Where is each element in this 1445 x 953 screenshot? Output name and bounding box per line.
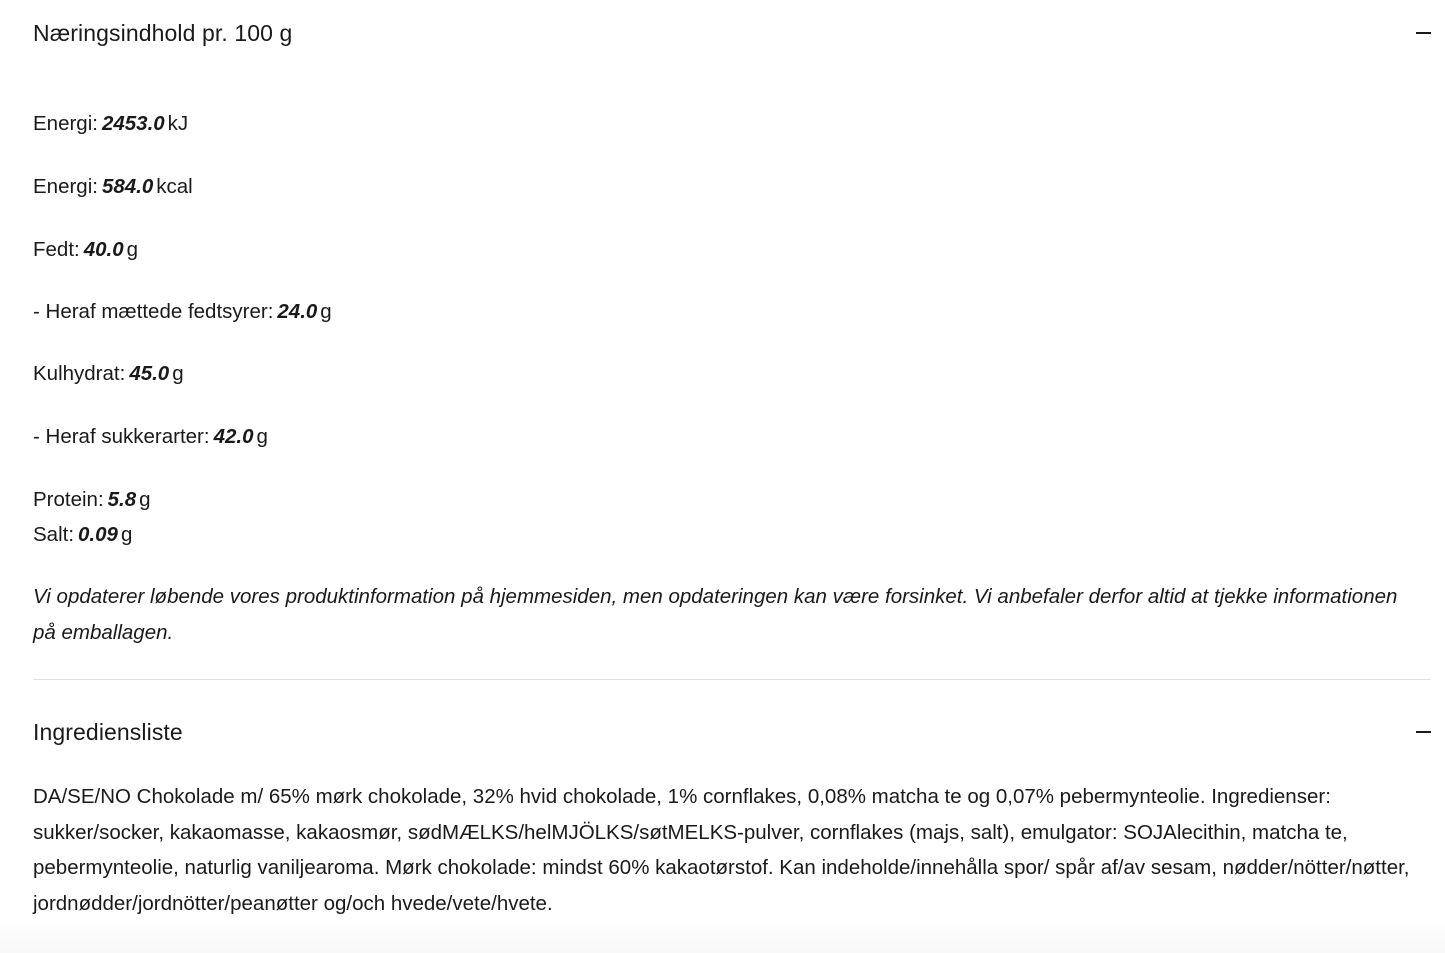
nutrient-label: Kulhydrat:: [33, 362, 126, 385]
ingredients-section-header[interactable]: [33, 712, 1431, 752]
nutrient-unit: kJ: [167, 112, 189, 135]
ingredients-section: [33, 712, 1431, 915]
nutrient-label: Salt:: [33, 523, 75, 546]
nutrient-unit: g: [172, 362, 184, 385]
collapse-minus-icon[interactable]: [1416, 32, 1431, 34]
nutrient-unit: g: [139, 488, 151, 511]
nutrient-value: 5.8: [107, 488, 137, 511]
section-divider: [33, 679, 1431, 680]
nutrient-value: 0.09: [78, 523, 118, 546]
nutrition-row-protein: [33, 487, 151, 513]
nutrient-value: 40.0: [83, 238, 124, 261]
nutrition-row-energy-kj: [33, 111, 188, 137]
nutrient-label: Fedt:: [33, 238, 80, 261]
nutrition-section-title: Næringsindhold pr. 100 g: [33, 20, 293, 46]
collapse-minus-icon[interactable]: [1416, 731, 1431, 733]
nutrition-row-sugars: [33, 424, 268, 450]
nutrient-value: 584.0: [101, 175, 154, 198]
nutrient-label: Energi:: [33, 175, 98, 198]
nutrition-row-fat: [33, 237, 138, 263]
nutrient-value: 45.0: [129, 362, 170, 385]
nutrient-value: 24.0: [277, 300, 318, 323]
nutrient-label: - Heraf mættede fedtsyrer:: [33, 300, 274, 323]
nutrient-unit: kcal: [156, 175, 193, 198]
nutrient-label: Protein:: [33, 488, 104, 511]
nutrient-unit: g: [120, 523, 133, 546]
nutrient-unit: g: [126, 238, 139, 261]
nutrition-section-header[interactable]: [33, 13, 1431, 53]
nutrient-value: 2453.0: [101, 112, 165, 135]
ingredients-section-title: Ingrediensliste: [33, 719, 183, 745]
nutrition-disclaimer: Vi opdaterer løbende vores produktinformation på hjemmesiden, men opdateringen kan være forsinket. Vi anbefaler derfor altid at tjekke informationen på emballagen.: [33, 585, 1398, 644]
nutrition-row-energy-kcal: [33, 174, 193, 200]
nutrient-label: Energi:: [33, 112, 98, 135]
nutrition-section: [33, 13, 1431, 644]
nutrient-value: 42.0: [213, 425, 254, 448]
nutrient-unit: g: [256, 425, 268, 448]
nutrition-row-salt: [33, 522, 132, 548]
nutrition-row-carbohydrate: [33, 361, 184, 387]
nutrient-label: - Heraf sukkerarter:: [33, 425, 210, 448]
nutrient-unit: g: [320, 300, 332, 323]
nutrition-row-saturated-fat: [33, 299, 332, 325]
ingredients-text: DA/SE/NO Chokolade m/ 65% mørk chokolade, 32% hvid chokolade, 1% cornflakes, 0,08% matcha te og 0,07% pebermynteolie. Ingredienser: sukker/socker, kakaomasse, kakaosmør, sødMÆLKS/helMJÖLKS/søtMELKS-pulver, cornflakes (majs, salt), emulgator: SOJAlecithin, matcha te, pebermynteolie, naturlig vaniljearoma. Mørk chokolade: mindst 60% kakaotørstof. Kan indeholde/innehålla spor/ spår af/av sesam, nødder/nötter/nøtter, jordnødder/jordnötter/peanøtter og/och hvede/vete/hvete.: [33, 785, 1410, 915]
